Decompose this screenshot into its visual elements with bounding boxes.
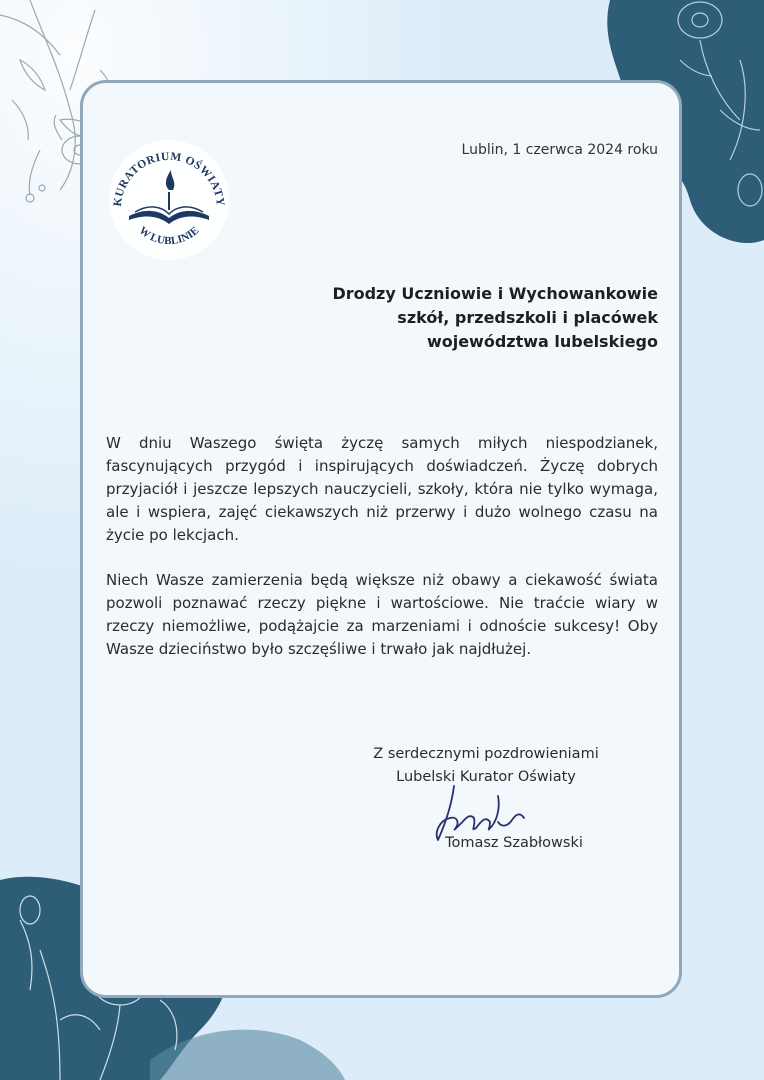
addressee-line-1: Drodzy Uczniowie i Wychowankowie	[332, 284, 658, 303]
paragraph-2: Niech Wasze zamierzenia będą większe niż obawy a ciekawość świata pozwoli poznawać rzeczy piękne i wartościowe. Nie traćcie wiary w rzeczy niemożliwe, podążajcie za marzeniami i odnoście sukcesy! Oby Wasze dzieciństwo było szczęśliwe i trwało jak najdłużej.	[106, 571, 658, 658]
closing-title: Lubelski Kurator Oświaty	[396, 769, 576, 785]
kuratorium-logo	[107, 138, 231, 262]
addressee-heading	[238, 282, 658, 354]
paragraph-1: W dniu Waszego święta życzę samych miłych niespodzianek, fascynujących przygód i inspirujących doświadczeń. Życzę dobrych przyjaciół i jeszcze lepszych nauczycieli, szkoły, która nie tylko wymaga, ale i wspiera, zajęć ciekawszych niż przerwy i dużo wolnego czasu na życie po lekcjach.	[106, 434, 658, 544]
addressee-line-2: szkół, przedszkoli i placówek	[397, 308, 658, 327]
signer-name: Tomasz Szabłowski	[445, 835, 583, 851]
logo-top-text: KURATORIUM OŚWIATY	[111, 150, 227, 208]
letter-body	[106, 432, 658, 683]
date-line: Lublin, 1 czerwca 2024 roku	[461, 142, 658, 158]
logo-bottom-text: W LUBLINIE	[136, 224, 202, 248]
closing-greeting: Z serdecznymi pozdrowieniami	[373, 746, 599, 762]
addressee-line-3: województwa lubelskiego	[426, 332, 658, 351]
